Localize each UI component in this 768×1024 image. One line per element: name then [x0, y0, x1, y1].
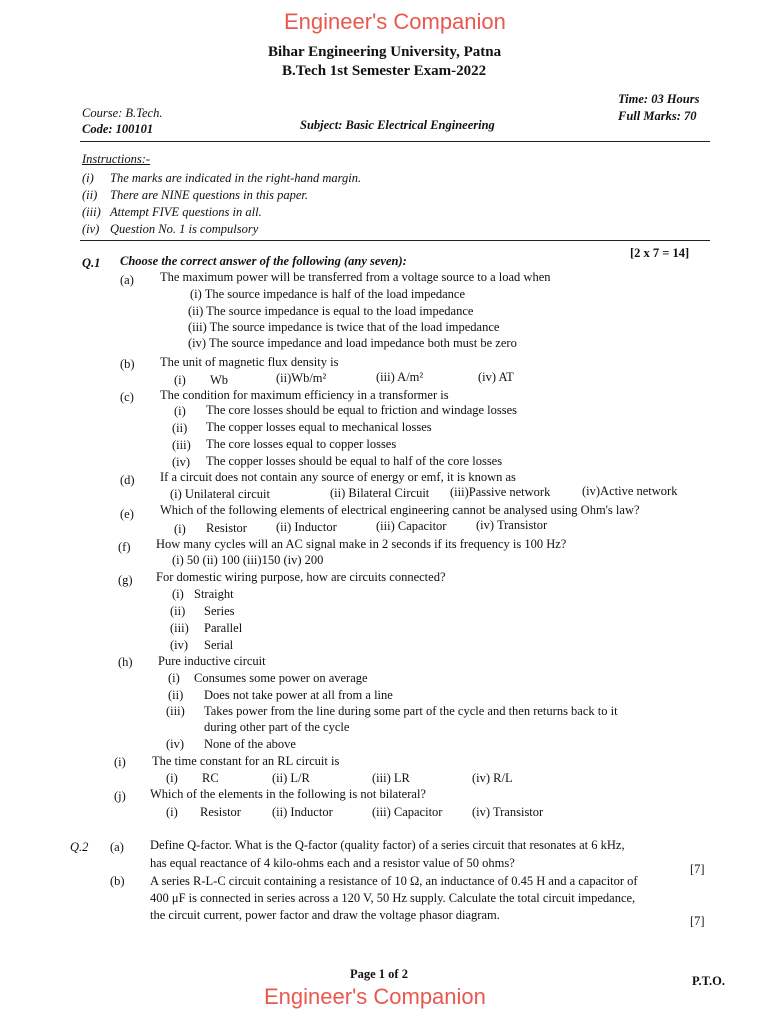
q1g-label: (g)	[118, 573, 133, 587]
q1i-option: (iv) R/L	[472, 771, 513, 785]
q1i-text: The time constant for an RL circuit is	[152, 754, 340, 768]
q1d-option: (iv)Active network	[582, 484, 678, 498]
q1g-option-num: (ii)	[170, 604, 186, 618]
q1d-option: (i) Unilateral circuit	[170, 487, 270, 501]
exam-title: B.Tech 1st Semester Exam-2022	[282, 63, 487, 79]
q1c-option-num: (iii)	[172, 438, 191, 452]
q1i-label: (i)	[114, 755, 126, 769]
instruction-text: The marks are indicated in the right-hand margin.	[110, 171, 362, 185]
q1i-option: RC	[202, 771, 219, 785]
q1c-option-text: The copper losses equal to mechanical losses	[206, 420, 432, 434]
q1g-option-num: (iii)	[170, 621, 189, 635]
q1g-option-text: Series	[204, 604, 235, 618]
q1a-option: (iv) The source impedance and load impedance both must be zero	[188, 336, 517, 350]
q1f-label: (f)	[118, 540, 131, 554]
q1d-option: (ii) Bilateral Circuit	[330, 486, 430, 500]
watermark-top: Engineer's Companion	[284, 9, 506, 34]
watermark-bottom: Engineer's Companion	[264, 984, 486, 1009]
q2b-line: the circuit current, power factor and draw the voltage phasor diagram.	[150, 908, 500, 922]
q2a-line: Define Q-factor. What is the Q-factor (quality factor) of a series circuit that resonates at 6 kHz,	[150, 838, 625, 852]
q1b-option: Wb	[210, 373, 229, 387]
university-title: Bihar Engineering University, Patna	[268, 44, 502, 60]
code-label: Code: 100101	[82, 122, 154, 136]
q1e-option: (iv) Transistor	[476, 518, 548, 532]
instructions-title: Instructions:-	[82, 152, 151, 166]
q1g-text: For domestic wiring purpose, how are circuits connected?	[156, 570, 446, 584]
q1-marks: [2 x 7 = 14]	[630, 246, 690, 260]
q1h-option-text: Does not take power at all from a line	[204, 688, 393, 702]
q1c-option-num: (i)	[174, 404, 186, 418]
q1e-label: (e)	[120, 507, 134, 521]
q1i-option: (i)	[166, 771, 178, 785]
q1h-option-num: (iv)	[166, 737, 185, 751]
q1b-option: (iii) A/m²	[376, 370, 424, 384]
q1b-option: (i)	[174, 373, 186, 387]
pto-label: P.T.O.	[692, 974, 725, 988]
time-label: Time: 03 Hours	[618, 92, 700, 106]
subject-label: Subject: Basic Electrical Engineering	[300, 118, 495, 132]
q1e-option: (iii) Capacitor	[376, 519, 447, 533]
q2b-marks: [7]	[690, 914, 705, 928]
q1d-option: (iii)Passive network	[450, 485, 551, 499]
instruction-text: Question No. 1 is compulsory	[110, 222, 259, 236]
q1c-option-text: The core losses equal to copper losses	[206, 437, 397, 451]
q1a-option: (iii) The source impedance is twice that of the load impedance	[188, 320, 500, 334]
q1c-option-num: (iv)	[172, 455, 191, 469]
q1d-label: (d)	[120, 473, 135, 487]
q1d-text: If a circuit does not contain any source of energy or emf, it is known as	[160, 470, 516, 484]
q2a-label: (a)	[110, 840, 124, 854]
q1h-option-num: (ii)	[168, 688, 184, 702]
q1c-option-text: The copper losses should be equal to half of the core losses	[206, 454, 503, 468]
q1b-option: (ii)Wb/m²	[276, 371, 327, 385]
q2b-line: 400 μF is connected in series across a 120 V, 50 Hz supply. Calculate the total circuit impedance,	[150, 891, 636, 905]
q1j-label: (j)	[114, 789, 126, 803]
q1e-option: Resistor	[206, 521, 247, 535]
q1c-option-text: The core losses should be equal to friction and windage losses	[206, 403, 518, 417]
q1h-label: (h)	[118, 655, 133, 669]
q1h-option-num: (iii)	[166, 704, 185, 718]
instruction-num: (i)	[82, 171, 94, 185]
full-marks-label: Full Marks: 70	[618, 109, 697, 123]
q1-stem: Choose the correct answer of the following (any seven):	[120, 254, 407, 268]
q1-number: Q.1	[82, 256, 101, 270]
q1a-label: (a)	[120, 273, 134, 287]
q1e-option: (ii) Inductor	[276, 520, 337, 534]
q1h-text: Pure inductive circuit	[158, 654, 266, 668]
q1j-option: (iii) Capacitor	[372, 805, 443, 819]
q1a-option: (ii) The source impedance is equal to the load impedance	[188, 304, 474, 318]
page-number: Page 1 of 2	[350, 967, 408, 981]
q1j-text: Which of the elements in the following is not bilateral?	[150, 787, 426, 801]
instruction-num: (ii)	[82, 188, 98, 202]
instruction-text: Attempt FIVE questions in all.	[110, 205, 262, 219]
q1b-text: The unit of magnetic flux density is	[160, 355, 339, 369]
q1h-option-text: Takes power from the line during some part of the cycle and then returns back to it	[204, 704, 618, 718]
q1b-option: (iv) AT	[478, 370, 514, 384]
q1h-option-text: Consumes some power on average	[194, 671, 368, 685]
q2a-marks: [7]	[690, 862, 705, 876]
q1h-option-text: during other part of the cycle	[204, 720, 350, 734]
q1c-label: (c)	[120, 390, 134, 404]
q2-number: Q.2	[70, 840, 89, 854]
q1i-option: (iii) LR	[372, 771, 410, 785]
divider-bottom	[80, 240, 710, 241]
q1b-label: (b)	[120, 357, 135, 371]
course-label: Course: B.Tech.	[82, 106, 163, 120]
q1j-option: Resistor	[200, 805, 241, 819]
q1f-options: (i) 50 (ii) 100 (iii)150 (iv) 200	[172, 553, 324, 567]
q1j-option: (i)	[166, 805, 178, 819]
q1j-option: (iv) Transistor	[472, 805, 544, 819]
q2b-line: A series R-L-C circuit containing a resistance of 10 Ω, an inductance of 0.45 H and a capacitor of	[150, 874, 638, 888]
q1i-option: (ii) L/R	[272, 771, 310, 785]
instruction-text: There are NINE questions in this paper.	[110, 188, 309, 202]
q1f-text: How many cycles will an AC signal make in 2 seconds if its frequency is 100 Hz?	[156, 537, 567, 551]
q1g-option-text: Straight	[194, 587, 234, 601]
q1g-option-num: (i)	[172, 587, 184, 601]
q1c-option-num: (ii)	[172, 421, 188, 435]
q1c-text: The condition for maximum efficiency in a transformer is	[160, 388, 449, 402]
q1e-text: Which of the following elements of electrical engineering cannot be analysed using Ohm's law?	[160, 503, 640, 517]
q2b-label: (b)	[110, 874, 125, 888]
divider-top	[80, 141, 710, 142]
q1a-option: (i) The source impedance is half of the load impedance	[190, 287, 466, 301]
instruction-num: (iv)	[82, 222, 100, 236]
q1a-text: The maximum power will be transferred from a voltage source to a load when	[160, 270, 551, 284]
q1g-option-num: (iv)	[170, 638, 189, 652]
q1g-option-text: Parallel	[204, 621, 243, 635]
q1h-option-text: None of the above	[204, 737, 296, 751]
q1e-option: (i)	[174, 522, 186, 536]
q2a-line: has equal reactance of 4 kilo-ohms each and a resistor value of 50 ohms?	[150, 856, 515, 870]
q1g-option-text: Serial	[204, 638, 234, 652]
instruction-num: (iii)	[82, 205, 101, 219]
q1h-option-num: (i)	[168, 671, 180, 685]
q1j-option: (ii) Inductor	[272, 805, 333, 819]
